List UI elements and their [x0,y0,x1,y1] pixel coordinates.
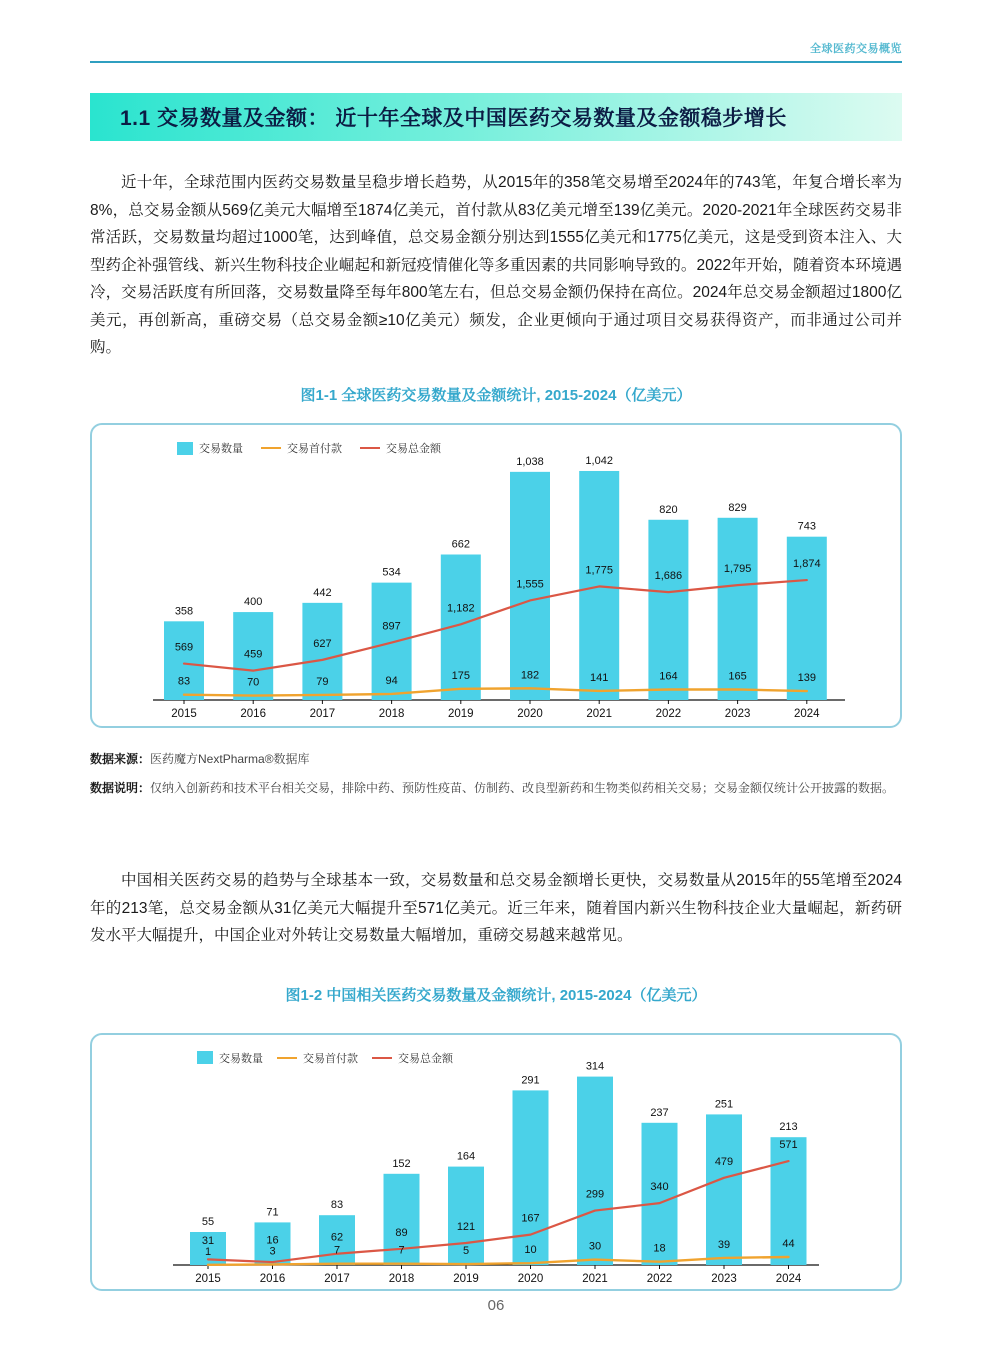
total-label-2018: 897 [382,620,401,633]
page-number: 06 [487,1297,505,1314]
legend-swatch-bar [177,442,193,455]
chart2-legend [197,1050,453,1066]
data-note-label: 数据说明： [90,781,151,796]
data-source-value: 医药魔方NextPharma®数据库 [150,752,310,767]
upfront-label-2016: 70 [247,676,260,689]
section-title-bar [90,93,902,141]
total-label-2022: 1,686 [654,570,683,583]
bar-label-2016: 71 [266,1206,279,1219]
bar-2015 [164,621,204,700]
data-note-value: 仅纳入创新药和技术平台相关交易，排除中药、预防性疫苗、仿制药、改良型新药和生物类似药相关交易；交易金额仅统计公开披露的数据。 [150,781,895,796]
upfront-label-2024: 139 [797,672,816,685]
chart1-legend [177,440,441,456]
total-label-2023: 1,795 [723,563,752,576]
bar-label-2021: 314 [585,1060,605,1073]
upfront-label-2024: 44 [782,1237,795,1250]
legend-swatch-line [372,1057,392,1059]
legend-swatch-line [261,447,281,449]
section-title-text: 1.1 交易数量及金额： 近十年全球及中国医药交易数量及金额稳步增长 [120,107,787,130]
upfront-label-2019: 5 [462,1244,470,1257]
x-label-2015: 2015 [171,708,197,721]
x-label-2022: 2022 [655,708,682,721]
upfront-label-2018: 94 [385,675,398,688]
legend-label: 交易数量 [219,1052,263,1065]
x-label-2023: 2023 [724,708,751,721]
x-label-2016: 2016 [240,708,266,721]
paragraph-2: 中国相关医药交易的趋势与全球基本一致，交易数量和总交易金额增长更快，交易数量从2015年的55笔增至2024年的213笔，总交易金额从31亿美元大幅提升至571亿美元。近三年来，随着国内新兴生物科技企业大量崛起，新药研发水平大幅提升，中国企业对外转让交易数量大幅增加，重磅交易越来越常见。 [90,872,902,945]
legend-item-bars [197,1050,263,1066]
chart1-caption: 图1-1 全球医药交易数量及金额统计, 2015-2024（亿美元） [300,387,692,405]
bar-label-2022: 820 [659,503,678,516]
total-label-2016: 459 [244,648,263,661]
total-label-2021: 1,775 [585,564,613,577]
x-label-2016: 2016 [259,1272,286,1285]
total-label-2024: 1,874 [793,558,821,571]
chart2-caption: 图1-2 中国相关医药交易数量及金额统计, 2015-2024（亿美元） [285,986,707,1004]
running-header-label: 全球医药交易概览 [810,43,902,55]
x-label-2017: 2017 [324,1272,350,1285]
legend-label: 交易数量 [199,443,243,456]
total-label-2015: 31 [201,1234,215,1247]
x-label-2019: 2019 [448,708,474,721]
total-label-2017: 62 [330,1231,344,1244]
total-label-2015: 569 [174,641,194,654]
legend-label: 交易首付款 [287,443,342,456]
bar-label-2022: 237 [650,1106,669,1119]
total-label-2020: 1,555 [516,578,544,591]
bar-label-2019: 662 [451,538,470,551]
x-label-2020: 2020 [517,708,543,721]
x-label-2024: 2024 [794,708,820,721]
total-label-2023: 479 [714,1155,734,1168]
legend-item-upfront [261,440,342,456]
legend-item-upfront [277,1050,358,1066]
legend-item-total [372,1050,453,1066]
bar-2020 [513,1090,549,1265]
total-label-2018: 89 [395,1226,408,1239]
total-label-2024: 571 [779,1138,798,1151]
total-label-2019: 1,182 [447,602,475,615]
bar-label-2017: 83 [330,1198,344,1211]
x-label-2022: 2022 [646,1272,673,1285]
paragraph-1: 近十年，全球范围内医药交易数量呈稳步增长趋势，从2015年的358笔交易增至2024年的743笔，年复合增长率为8%，总交易金额从569亿美元大幅增至1874亿美元，首付款从83亿美元增至139亿美元。2020-2021年全球医药交易非常活跃，交易数量均超过1000笔，达到峰值，总交易金额分别达到1555亿美元和1775亿美元，这是受到资本注入、大型药企补强管线、新兴生物科技企业崛起和新冠疫情催化等多重因素的共同影响导致的。2022年开始，随着资本环境遇冷，交易活跃度有所回落，交易数量降至每年800笔左右，但总交易金额仍保持在高位。2024年总交易金额超过1800亿美元，再创新高，重磅交易（总交易金额≥10亿美元）频发，企业更倾向于通过项目交易获得资产，而非通过公司并购。 [90,174,902,357]
upfront-label-2017: 79 [316,675,329,688]
x-label-2018: 2018 [378,708,405,721]
bar-label-2023: 829 [728,501,747,514]
x-label-2017: 2017 [309,708,336,721]
total-label-2022: 340 [650,1180,669,1193]
bar-label-2019: 164 [456,1150,476,1163]
upfront-label-2020: 182 [520,669,540,682]
upfront-label-2020: 10 [524,1243,537,1256]
upfront-label-2022: 18 [653,1242,666,1255]
legend-label: 交易总金额 [386,443,441,456]
chart2-plot [92,1035,900,1289]
bar-label-2023: 251 [714,1098,734,1111]
bar-label-2015: 358 [174,605,194,618]
upfront-line [184,688,807,695]
bar-label-2021: 1,042 [585,455,613,468]
x-label-2020: 2020 [517,1272,544,1285]
legend-item-total [360,440,441,456]
upfront-label-2022: 164 [659,670,678,683]
upfront-label-2018: 7 [398,1244,405,1257]
legend-swatch-line [277,1057,297,1059]
upfront-label-2017: 7 [333,1244,341,1257]
total-label-2019: 121 [456,1220,476,1233]
chart1-notes [90,750,902,797]
x-label-2024: 2024 [775,1272,802,1285]
data-source-line [90,750,902,768]
header-rule [90,61,902,63]
bar-label-2016: 400 [244,596,263,609]
x-label-2021: 2021 [582,1272,608,1285]
chart1-box [90,423,902,728]
bar-label-2018: 534 [382,566,401,579]
upfront-label-2021: 30 [588,1240,602,1253]
bar-2021 [577,1076,613,1264]
total-label-2016: 16 [266,1234,279,1247]
x-label-2021: 2021 [586,708,612,721]
bar-label-2020: 291 [521,1074,540,1087]
bar-label-2018: 152 [392,1157,411,1170]
bar-label-2024: 213 [779,1120,798,1133]
total-line [184,580,807,671]
bar-label-2020: 1,038 [516,455,544,468]
legend-swatch-line [360,447,380,449]
total-label-2021: 299 [585,1188,605,1201]
x-label-2019: 2019 [453,1272,479,1285]
data-note-line [90,779,902,797]
legend-item-bars [177,440,243,456]
x-label-2015: 2015 [195,1272,221,1285]
running-header [90,0,902,56]
bar-label-2017: 442 [313,586,332,599]
legend-label: 交易总金额 [398,1052,453,1065]
data-source-label: 数据来源： [90,752,151,767]
total-label-2017: 627 [313,637,332,650]
bar-label-2024: 743 [797,520,816,533]
x-label-2023: 2023 [711,1272,737,1285]
bar-label-2015: 55 [201,1215,215,1228]
legend-swatch-bar [197,1051,213,1064]
upfront-label-2023: 165 [728,670,747,683]
upfront-label-2015: 83 [177,675,191,688]
legend-label: 交易首付款 [303,1052,358,1065]
total-label-2020: 167 [521,1212,540,1225]
upfront-label-2023: 39 [717,1238,731,1251]
upfront-label-2015: 1 [204,1245,212,1258]
upfront-label-2016: 3 [269,1245,276,1258]
upfront-label-2019: 175 [451,669,470,682]
total-line [208,1161,789,1262]
chart1-plot [92,425,900,726]
upfront-label-2021: 141 [590,672,609,685]
x-label-2018: 2018 [388,1272,415,1285]
chart2-box [90,1033,902,1291]
